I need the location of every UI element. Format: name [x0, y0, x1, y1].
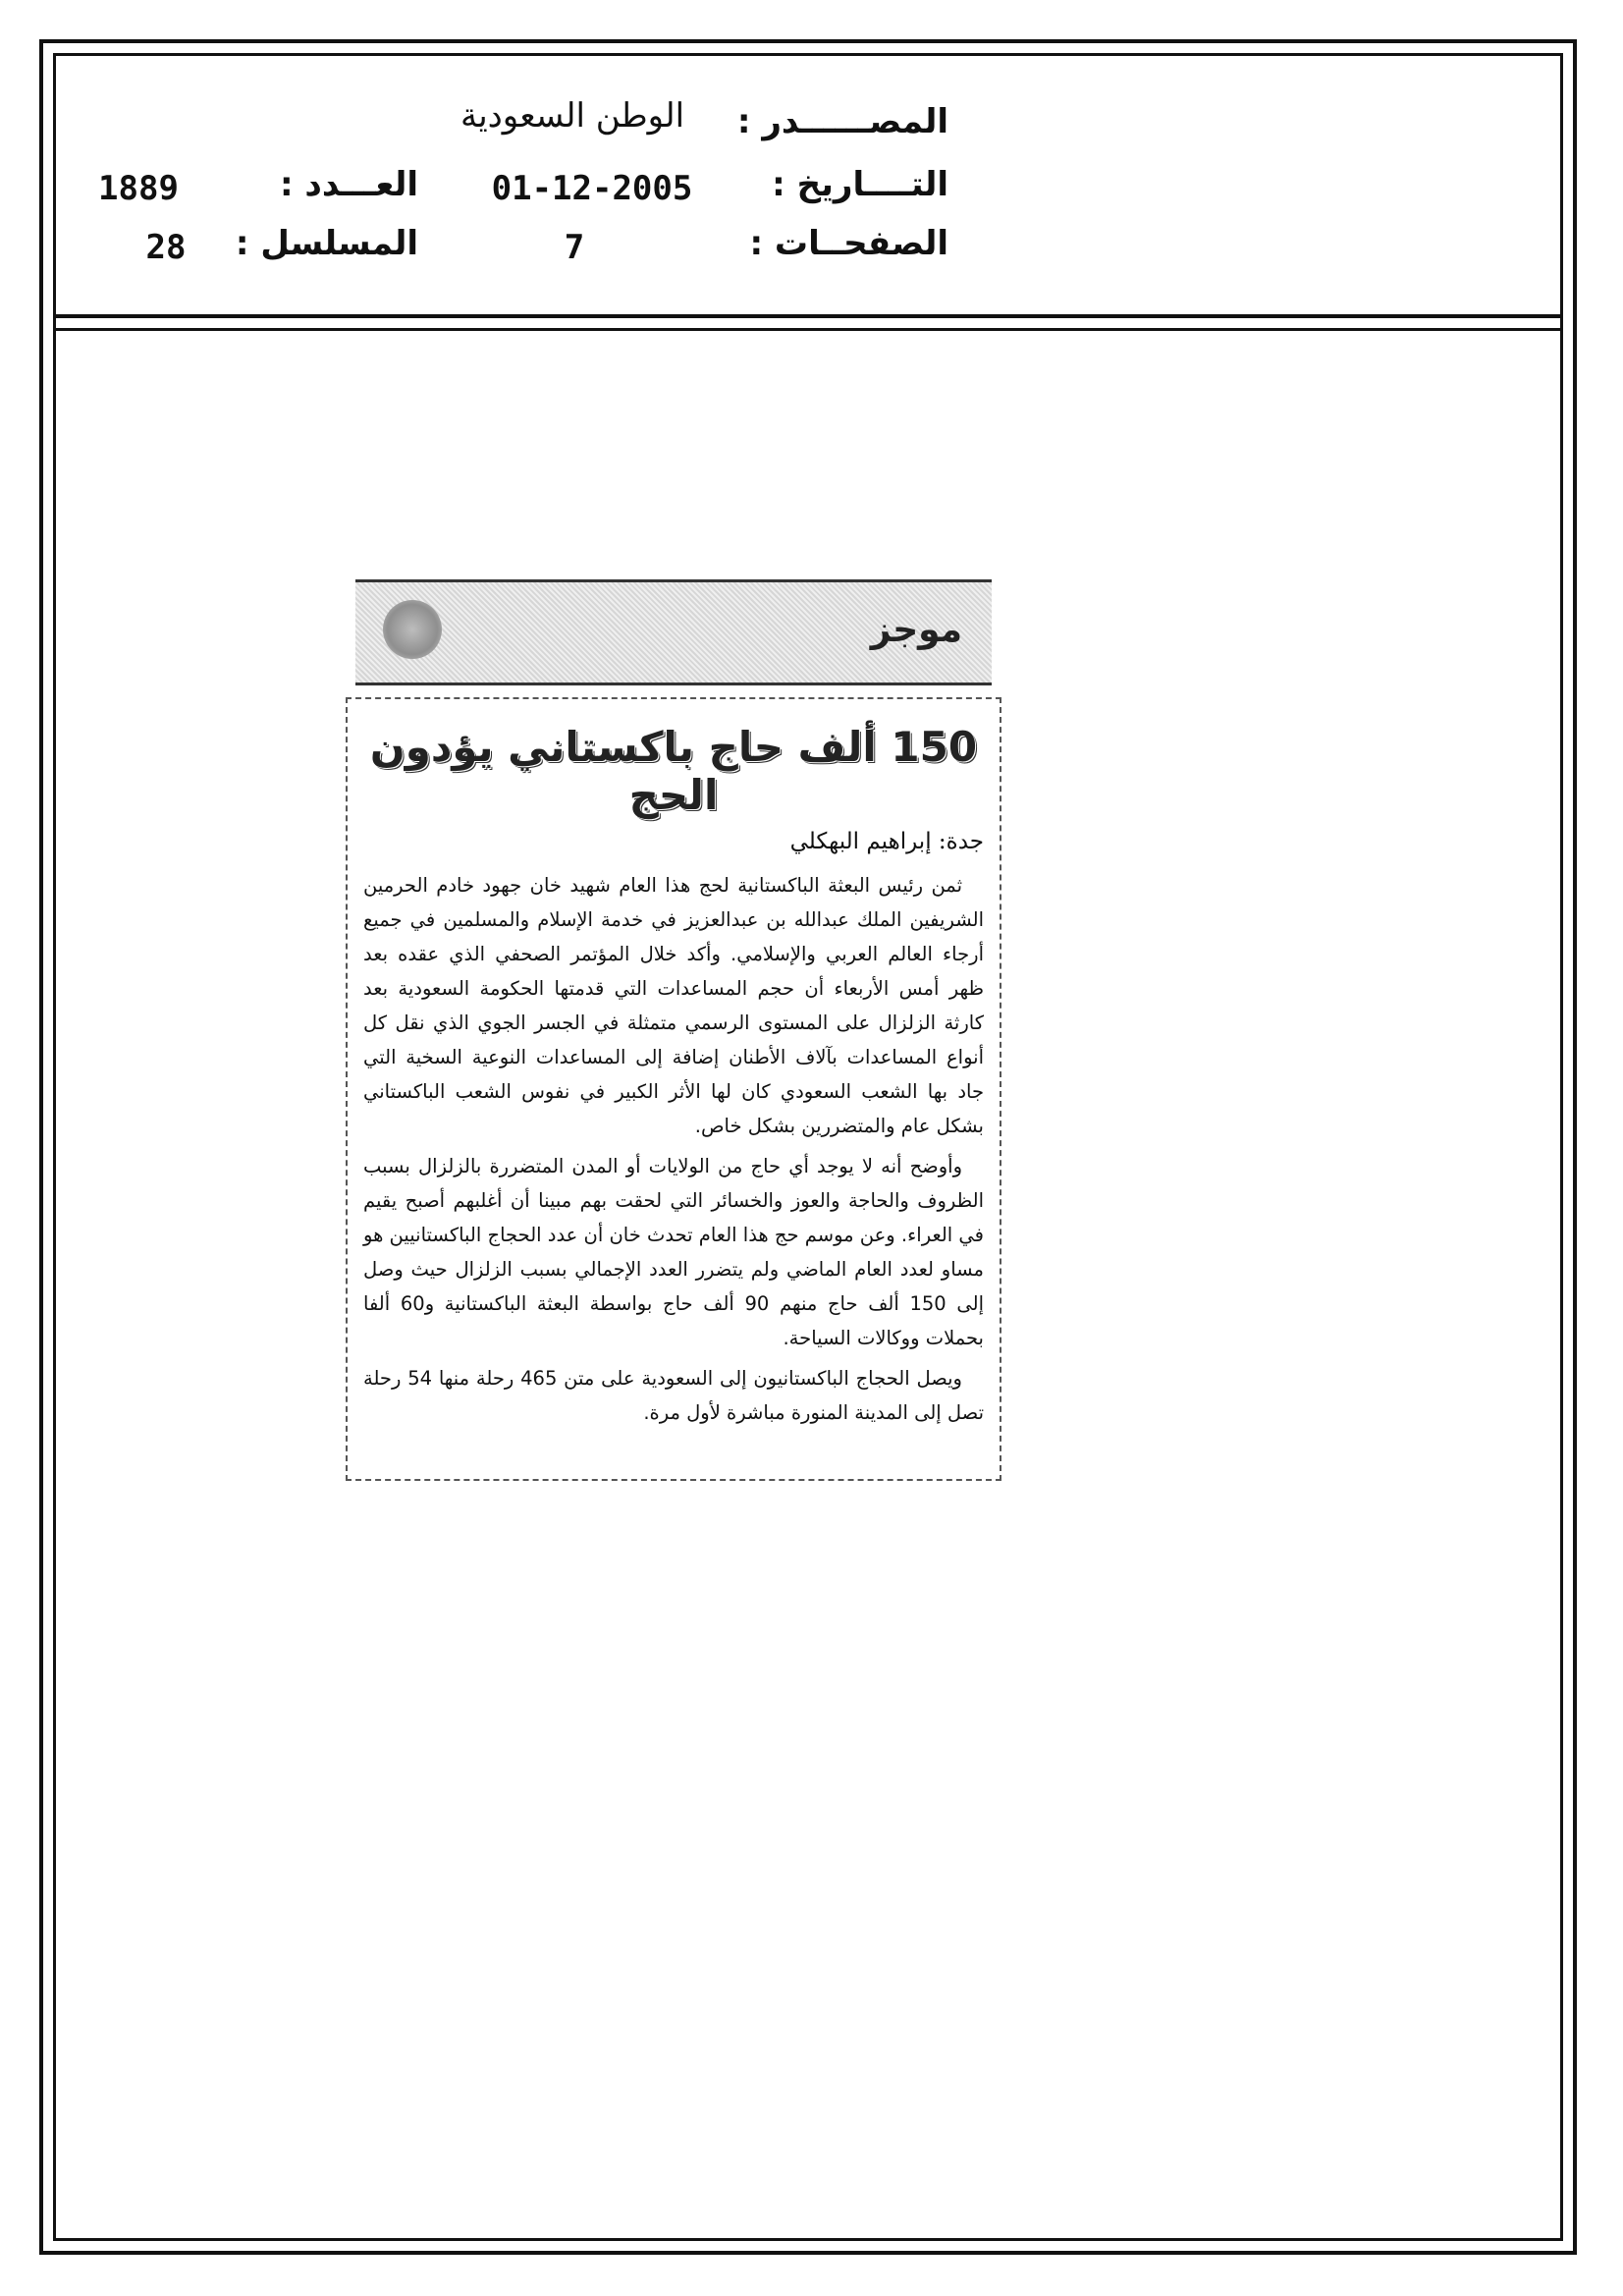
- article-headline: 150 ألف حاج باكستاني يؤدون الحج: [369, 723, 978, 819]
- source-value: الوطن السعودية: [460, 96, 685, 136]
- pages-value: 7: [564, 228, 585, 267]
- article-paragraph: ويصل الحجاج الباكستانيون إلى السعودية على متن 465 رحلة منها 54 رحلة تصل إلى المدينة المنورة مباشرة لأول مرة.: [363, 1367, 984, 1424]
- article-byline: جدة: إبراهيم البهكلي: [789, 829, 984, 854]
- issue-value: 1889: [98, 169, 179, 208]
- date-label: التــــاريخ :: [772, 165, 948, 204]
- serial-value: 28: [145, 228, 187, 267]
- newspaper-clipping: [346, 579, 1001, 1481]
- section-title: موجز: [870, 610, 962, 650]
- serial-label: المسلسل :: [235, 224, 418, 263]
- decorative-circle-icon: [383, 600, 442, 659]
- issue-label: العـــدد :: [280, 165, 418, 204]
- date-value: 01-12-2005: [491, 169, 693, 208]
- pages-label: الصفحــات :: [749, 224, 948, 263]
- article-paragraph: ثمن رئيس البعثة الباكستانية لحج هذا العام شهيد خان جهود خادم الحرمين الشريفين الملك عبدالله بن عبدالعزيز في خدمة الإسلام والمسلمين في جميع أرجاء العالم العربي والإسلامي. وأكد خلال المؤتمر الصحفي الذي عقده بعد ظهر أمس الأربعاء أن حجم المساعدات التي قدمتها الحكومة السعودية بعد كارثة الزلزال على المستوى الرسمي متمثلة في الجسر الجوي الذي نقل كل أنواع المساعدات بآلاف الأطنان إضافة إلى المساعدات النوعية السخية التي جاد بها الشعب السعودي كان لها الأثر الكبير في نفوس الشعب الباكستاني بشكل عام والمتضررين بشكل خاص.: [363, 874, 984, 1137]
- section-band: [355, 579, 992, 685]
- article-paragraph: وأوضح أنه لا يوجد أي حاج من الولايات أو المدن المتضررة بالزلزال بسبب الظروف والحاجة والعوز والخسائر التي لحقت بهم مبينا أن أغلبهم أصبح يقيم في العراء. وعن موسم حج هذا العام تحدث خان أن عدد الحجاج الباكستانيين هو مساو لعدد العام الماضي ولم يتضرر العدد الإجمالي بسبب الزلزال حيث وصل إلى 150 ألف حاج منهم 90 ألف حاج بواسطة البعثة الباكستانية و60 ألفا بحملات ووكالات السياحة.: [363, 1155, 984, 1349]
- article-body: [346, 697, 1001, 1481]
- header-divider: [53, 314, 1563, 318]
- source-label: المصــــــدر :: [736, 102, 948, 141]
- header-divider-inner: [53, 328, 1563, 331]
